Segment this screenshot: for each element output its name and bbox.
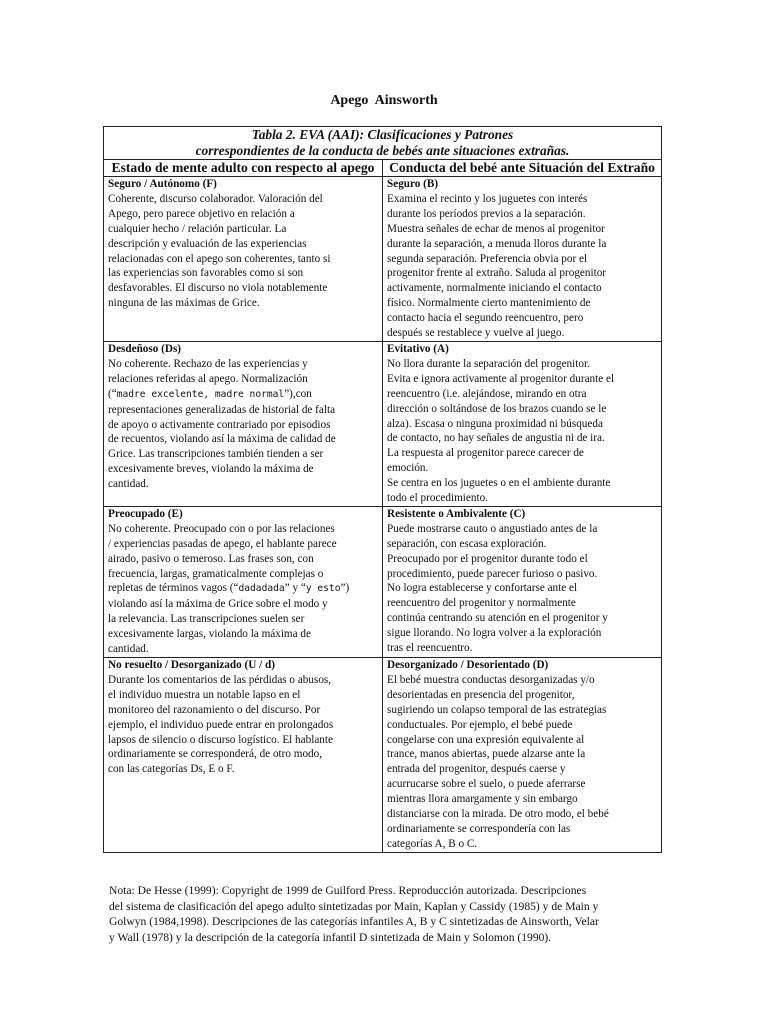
cell-text-line: lapsos de silencio o discurso logístico. El hablante <box>108 733 333 746</box>
cell-text-line: trance, manos abiertas, puede alzarse ante la <box>387 748 586 761</box>
cell-text-fragment: ”),con <box>284 387 312 400</box>
cell-text-line: frecuencia, largas, gramaticalmente complejas o <box>108 567 324 580</box>
cell-text-line: Examina el recinto y los juguetes con interés <box>387 192 588 205</box>
cell-text-line: congelarse con una expresión equivalente al <box>387 733 585 746</box>
cell-text-line: cantidad. <box>108 478 149 491</box>
quoted-example-text: y esto <box>305 583 341 595</box>
cell-text-line: segunda separación. Preferencia obvia por el <box>387 252 588 265</box>
cell-text-line: La respuesta al progenitor parece carecer de <box>387 447 584 460</box>
cell-text-line: después se restablece y vuelve al juego. <box>387 327 565 340</box>
cell-text-line: Apego, pero parece objetivo en relación a <box>108 207 295 220</box>
cell-text-line: conductuales. Por ejemplo, el bebé puede <box>387 718 573 731</box>
quoted-example-text: dadadada <box>238 583 285 595</box>
cell-text-line: reencuentro del progenitor y normalmente <box>387 597 576 610</box>
cell-text-line: descripción y evaluación de las experiencias <box>108 237 307 250</box>
cell-text-line: representaciones generalizadas de historial de falta <box>108 403 336 416</box>
infant-behavior-cell <box>383 341 662 506</box>
cell-text-line: No coherente. Rechazo de las experiencias y <box>108 357 308 370</box>
cell-text-line: de apoyo o activamente contrariado por episodios <box>108 418 331 431</box>
cell-text-line: excesivamente breves, violando la máxima de <box>108 463 314 476</box>
cell-text-line: cantidad. <box>108 643 149 656</box>
table-row <box>104 506 662 657</box>
adult-state-cell <box>104 177 383 342</box>
cell-text-line: ninguna de las máximas de Grice. <box>108 297 260 310</box>
adult-state-cell <box>104 658 383 853</box>
attachment-classification-table <box>103 126 662 853</box>
cell-text-line: monitoreo del razonamiento o del discurso. Por <box>108 703 321 716</box>
cell-text-line: El bebé muestra conductas desorganizadas y/o <box>387 673 595 686</box>
source-note <box>109 883 661 945</box>
infant-behavior-cell <box>383 177 662 342</box>
adult-state-cell <box>104 341 383 506</box>
column-header-adult: Estado de mente adulto con respecto al apego <box>104 160 383 177</box>
cell-text-line: de contacto, no hay señales de angustia ni de ira. <box>387 432 605 445</box>
note-line: Golwyn (1984,1998). Descripciones de las categorías infantiles A, B y C sintetizadas de Ainsworth, Velar <box>109 915 599 929</box>
note-line: Nota: De Hesse (1999): Copyright de 1999 de Guilford Press. Reproducción autorizada. Descripciones <box>109 884 587 897</box>
cell-text-line: progenitor frente al extraño. Saluda al progenitor <box>387 267 607 280</box>
cell-text-line: No llora durante la separación del progenitor. <box>387 357 590 370</box>
category-title: Seguro / Autónomo (F) <box>108 178 217 190</box>
cell-text-line: No coherente. Preocupado con o por las relaciones <box>108 522 335 535</box>
category-title: Resistente o Ambivalente (C) <box>387 507 526 520</box>
table-row <box>104 341 662 506</box>
cell-text-line: con las categorías Ds, E o F. <box>108 763 235 776</box>
cell-text-line: violando así la máxima de Grice sobre el modo y <box>108 598 328 611</box>
category-title: Desdeñoso (Ds) <box>108 342 182 355</box>
infant-behavior-cell <box>383 658 662 853</box>
cell-text-line: excesivamente largas, violando la máxima de <box>108 628 311 641</box>
note-line: del sistema de clasificación del apego adulto sintetizadas por Main, Kaplan y Cassidy (1985) y de Main y <box>109 899 599 913</box>
table-row <box>104 177 662 342</box>
table-caption-line: correspondientes de la conducta de bebés ante situaciones extrañas. <box>195 143 570 158</box>
table-header-row <box>104 160 662 177</box>
cell-text-line: Coherente, discurso colaborador. Valoración del <box>108 192 323 205</box>
cell-text-line: Se centra en los juguetes o en el ambiente durante <box>387 477 611 490</box>
cell-text-line: continúa centrando su atención en el progenitor y <box>387 612 608 625</box>
cell-text-line: cualquier hecho / relación particular. La <box>108 222 287 235</box>
cell-text-line: la relevancia. Las transcripciones suelen ser <box>108 613 305 626</box>
category-title: Seguro (B) <box>387 178 439 190</box>
document-title: Apego Ainsworth <box>330 93 438 108</box>
cell-text-line: ordinariamente se corresponderá, de otro modo, <box>108 748 323 761</box>
cell-text-line: Evita e ignora activamente al progenitor durante el <box>387 372 615 385</box>
category-title: Desorganizado / Desorientado (D) <box>387 659 549 671</box>
cell-text-line: Durante los comentarios de las pérdidas o abusos, <box>108 673 332 686</box>
category-title: Evitativo (A) <box>387 342 449 355</box>
cell-text-line: Muestra señales de echar de menos al progenitor <box>387 222 605 235</box>
table-caption-line: Tabla 2. EVA (AAI): Clasificaciones y Patrones <box>251 127 514 142</box>
table-caption-row <box>104 127 662 160</box>
cell-text-line: mientras llora amargamente y sin embargo <box>387 793 578 806</box>
cell-text-line: contacto hacia el segundo reencuentro, pero <box>387 312 584 325</box>
column-header-infant: Conducta del bebé ante Situación del Extraño <box>383 160 662 177</box>
cell-text-line: activamente, normalmente iniciando el contacto <box>387 282 602 295</box>
cell-text-line: dirección o soltándose de los brazos cuando se le <box>387 402 607 415</box>
cell-text-line: distanciarse con la mirada. De otro modo, el bebé <box>387 808 609 821</box>
cell-text-line: relacionadas con el apego son coherentes, tanto si <box>108 252 331 265</box>
cell-text-fragment: ”) <box>340 582 350 595</box>
cell-text-line: el individuo muestra un notable lapso en el <box>108 688 301 701</box>
cell-text-line: relaciones referidas al apego. Normalización <box>108 372 308 385</box>
cell-text-line: airado, pasivo o temeroso. Las frases son, con <box>108 552 314 565</box>
cell-text-line: durante la separación, a menuda lloros durante la <box>387 237 607 250</box>
cell-text-line: Grice. Las transcripciones también tienden a ser <box>108 448 324 461</box>
cell-text-line: de recuentos, violando así la máxima de calidad de <box>108 433 336 446</box>
cell-text-fragment: repletas de términos vagos (“ <box>108 582 239 595</box>
category-title: Preocupado (E) <box>108 507 183 520</box>
cell-text-line: alza). Escasa o ninguna proximidad ni búsqueda <box>387 417 603 430</box>
table-row <box>104 658 662 853</box>
cell-text-line: Preocupado por el progenitor durante todo el <box>387 552 588 565</box>
cell-text-line: acurrucarse sobre el suelo, o puede aferrarse <box>387 778 586 791</box>
table-caption <box>104 127 662 160</box>
cell-text-line: durante los períodos previos a la separación. <box>387 207 586 220</box>
cell-text-line: todo el procedimiento. <box>387 492 488 505</box>
cell-text-line: ejemplo, el individuo puede entrar en prolongados <box>108 718 334 731</box>
cell-text-line <box>108 387 378 403</box>
category-title: No resuelto / Desorganizado (U / d) <box>108 659 275 671</box>
cell-text-line: reencuentro (i.e. alejándose, mirando en otra <box>387 387 587 400</box>
cell-text-line: separación, con escasa exploración. <box>387 537 547 550</box>
cell-text-line: categorías A, B o C. <box>387 837 478 850</box>
cell-text-line: / experiencias pasadas de apego, el hablante parece <box>108 537 337 550</box>
infant-behavior-cell <box>383 506 662 657</box>
cell-text-line: ordinariamente se correspondería con las <box>387 822 571 835</box>
quoted-example-text: madre excelente, madre normal <box>116 388 285 400</box>
cell-text-fragment: ” y “ <box>284 582 306 595</box>
cell-text-fragment: (“ <box>108 387 117 400</box>
cell-text-line: físico. Normalmente cierto mantenimiento de <box>387 297 591 310</box>
cell-text-line: las experiencias son favorables como si son <box>108 267 304 280</box>
cell-text-line: desorientadas en presencia del progenitor, <box>387 688 575 701</box>
adult-state-cell <box>104 506 383 657</box>
cell-text-line: procedimiento, puede parecer furioso o pasivo. <box>387 567 598 580</box>
cell-text-line: tras el reencuentro. <box>387 642 473 655</box>
note-line: y Wall (1978) y la descripción de la categoría infantil D sintetizada de Main y Solomon (1990). <box>109 930 552 944</box>
cell-text-line: sigue llorando. No logra volver a la exploración <box>387 627 602 640</box>
cell-text-line: sugiriendo un colapso temporal de las estrategias <box>387 703 607 716</box>
cell-text-line: desfavorables. El discurso no viola notablemente <box>108 282 328 295</box>
cell-text-line: Puede mostrarse cauto o angustiado antes de la <box>387 522 598 535</box>
cell-text-line: entrada del progenitor, después caerse y <box>387 763 566 776</box>
cell-text-line: No logra establecerse y confortarse ante el <box>387 582 578 595</box>
cell-text-line <box>108 581 378 597</box>
cell-text-line: emoción. <box>387 462 429 475</box>
